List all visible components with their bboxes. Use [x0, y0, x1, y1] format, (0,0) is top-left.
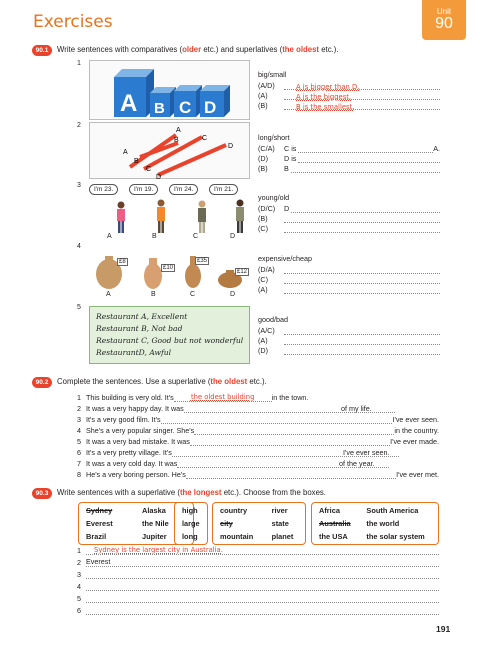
topic-label: good/bad	[258, 315, 288, 324]
vase-letter: A	[106, 291, 111, 298]
price-tag: £10	[163, 265, 174, 271]
answer-field[interactable]	[161, 423, 393, 424]
item-number: 3	[77, 182, 81, 189]
unit-number: 90	[435, 15, 453, 32]
word: high	[182, 506, 198, 515]
speech-bubble: I'm 19.	[129, 184, 158, 195]
word: Australia	[319, 519, 351, 528]
answer-field[interactable]	[298, 155, 440, 163]
topic-label: expensive/cheap	[258, 254, 312, 263]
vase-letter: B	[151, 291, 156, 298]
exercise-2-instructions: Complete the sentences. Use a superlative (the oldest etc.).	[57, 377, 267, 386]
answer-field[interactable]	[291, 205, 440, 213]
person-letter: C	[193, 233, 199, 240]
word: large	[182, 519, 200, 528]
picture-lines	[89, 122, 250, 179]
line-letter: A	[176, 127, 181, 134]
row-code: (A/C)	[258, 326, 275, 335]
unit-label: Unit	[436, 7, 452, 16]
word: Alaska	[142, 506, 166, 515]
answer-field[interactable]	[190, 445, 390, 446]
speech-bubble: I'm 23.	[89, 184, 118, 195]
answer-field[interactable]	[284, 347, 440, 355]
note-line: Restaurant A, Excellent	[96, 312, 188, 321]
answer-field[interactable]: Everest	[86, 557, 439, 567]
item-4-answers	[258, 254, 440, 294]
answer-field[interactable]	[186, 478, 396, 479]
row-code: (C/A)	[258, 144, 275, 153]
word: Brazil	[86, 532, 107, 541]
picture-restaurant-notes	[89, 306, 250, 364]
exercise-badge-2: 90.2	[32, 377, 52, 388]
blocks-illustration	[90, 61, 251, 121]
row-code: (D/C)	[258, 204, 276, 213]
row-start: B	[284, 164, 289, 173]
row-start: D is	[284, 154, 297, 163]
answer-field[interactable]	[291, 165, 440, 173]
answer-field[interactable]	[284, 286, 440, 294]
word: planet	[271, 532, 294, 541]
person-letter: D	[230, 233, 236, 240]
block-letter: C	[179, 98, 192, 117]
price-tag: £12	[237, 269, 248, 275]
answer-field[interactable]	[284, 225, 440, 233]
item-number: 2	[77, 122, 81, 129]
word: mountain	[220, 532, 254, 541]
sentence-line: 4	[77, 579, 439, 591]
line-letter: D	[228, 143, 234, 150]
unit-badge	[422, 0, 466, 40]
word: state	[271, 519, 289, 528]
row-code: (D/A)	[258, 265, 275, 274]
answer-text: A is bigger than D.	[296, 83, 360, 91]
topic-label: long/short	[258, 133, 290, 142]
row-code: (C)	[258, 275, 268, 284]
line-letter: C	[146, 166, 152, 173]
word: the world	[366, 519, 400, 528]
word: country	[220, 506, 248, 515]
picture-blocks	[89, 60, 250, 120]
block-letter: D	[204, 98, 217, 117]
people-illustration	[89, 195, 250, 235]
word: the solar system	[366, 532, 425, 541]
sentence-line: 4 She's a very popular singer. She's in the country.	[77, 426, 439, 435]
answer-field[interactable]	[284, 337, 440, 345]
note-line: RestaurantD, Awful	[96, 348, 172, 357]
word: Sydney	[86, 506, 113, 515]
item-1-answers	[258, 70, 440, 110]
exercise-3-lines	[77, 543, 439, 615]
word-box-nouns	[212, 502, 306, 545]
answer-field[interactable]: the oldest building	[174, 392, 272, 402]
answer-field[interactable]	[86, 590, 439, 591]
word: city	[220, 519, 233, 528]
note-line: Restaurant B, Not bad	[96, 324, 183, 333]
item-2-answers	[258, 133, 440, 173]
word-box-regions	[311, 502, 439, 545]
note-line: Restaurant C, Good but not wonderful	[96, 336, 244, 345]
word: Jupiter	[142, 532, 167, 541]
page-number: 191	[436, 624, 451, 634]
speech-bubble: I'm 24.	[169, 184, 198, 195]
answer-field[interactable]	[298, 145, 433, 153]
sentence-line: 3 It's a very good film. It's I've ever seen.	[77, 415, 439, 424]
sentence-line: 5 It was a very bad mistake. It was I've ever made.	[77, 437, 439, 446]
person-letter: B	[152, 233, 157, 240]
exercise-3-instructions: Write sentences with a superlative (the longest etc.). Choose from the boxes.	[57, 488, 326, 497]
row-start: D	[284, 204, 290, 213]
item-3-answers	[258, 193, 440, 233]
topic-label: young/old	[258, 193, 290, 202]
word: South America	[366, 506, 419, 515]
word: Africa	[319, 506, 340, 515]
sentence-line: 3	[77, 567, 439, 579]
row-end: A.	[433, 144, 440, 153]
answer-field[interactable]	[284, 276, 440, 284]
item-number: 5	[77, 304, 81, 311]
word: Everest	[86, 519, 113, 528]
sentence-line: 1 Sydney is the largest city in Australia.	[77, 543, 439, 555]
item-5-answers	[258, 315, 440, 355]
row-code: (D)	[258, 154, 268, 163]
sentence-line: 2 Everest	[77, 555, 439, 567]
row-start: C is	[284, 144, 297, 153]
answer-field[interactable]	[284, 102, 440, 110]
answer-field[interactable]	[284, 92, 440, 100]
price-tag: £8	[119, 259, 126, 265]
line-letter: C	[202, 135, 208, 142]
picture-vases	[89, 246, 250, 300]
row-code: (A)	[258, 336, 268, 345]
answer-field[interactable]	[86, 614, 439, 615]
answer-field[interactable]	[284, 215, 440, 223]
row-code: (B)	[258, 101, 268, 110]
price-tag: £35	[197, 258, 208, 264]
exercise-2-lines	[77, 391, 439, 479]
sentence-line: 2 It was a very happy day. It was of my life.	[77, 402, 439, 413]
speech-bubble: I'm 21.	[209, 184, 238, 195]
page-title: Exercises	[33, 12, 113, 32]
word: river	[271, 506, 288, 515]
sentence-line: 6 It's a very pretty village. It's I've ever seen.	[77, 446, 439, 457]
answer-text: B is the smallest.	[296, 103, 355, 111]
answer-text: A is the biggest.	[296, 93, 352, 101]
answer-field[interactable]	[284, 266, 440, 274]
topic-label: big/small	[258, 70, 287, 79]
row-code: (A/D)	[258, 81, 275, 90]
row-code: (D)	[258, 346, 268, 355]
word: the Nile	[142, 519, 169, 528]
exercise-badge-1: 90.1	[32, 45, 52, 56]
sentence-line: 1 This building is very old. It's the oldest building in the town.	[77, 393, 309, 402]
line-letter: A	[123, 149, 128, 156]
answer-field[interactable]	[284, 82, 440, 90]
word: the USA	[319, 532, 348, 541]
sentence-line: 7 It was a very cold day. It was of the year.	[77, 457, 439, 468]
picture-people	[89, 181, 250, 241]
sentence-line: 6	[77, 603, 439, 615]
exercise-badge-3: 90.3	[32, 488, 52, 499]
exercise-1-instructions: Write sentences with comparatives (older etc.) and superlatives (the oldest etc.).	[57, 45, 339, 54]
answer-field[interactable]	[86, 602, 439, 603]
sentence-line: 8 He's a very boring person. He's I've ever met.	[77, 470, 439, 479]
block-letter: B	[154, 100, 165, 117]
row-code: (C)	[258, 224, 268, 233]
line-letter: B	[134, 158, 139, 165]
word-box-adjectives	[174, 502, 208, 545]
line-letter: B	[174, 137, 179, 144]
answer-field[interactable]	[194, 434, 394, 435]
vase-letter: D	[230, 291, 236, 298]
answer-field[interactable]	[86, 578, 439, 579]
line-letter: D	[156, 174, 162, 180]
row-code: (A)	[258, 91, 268, 100]
word: long	[182, 532, 198, 541]
answer-field[interactable]: Sydney is the largest city in Australia.	[86, 545, 439, 555]
item-number: 4	[77, 243, 81, 250]
answer-field[interactable]	[284, 327, 440, 335]
row-code: (A)	[258, 285, 268, 294]
item-number: 1	[77, 60, 81, 67]
lines-illustration	[90, 123, 251, 180]
person-letter: A	[107, 233, 112, 240]
sentence-line: 5	[77, 591, 439, 603]
row-code: (B)	[258, 164, 268, 173]
row-code: (B)	[258, 214, 268, 223]
vase-letter: C	[190, 291, 196, 298]
block-letter: A	[120, 90, 138, 117]
